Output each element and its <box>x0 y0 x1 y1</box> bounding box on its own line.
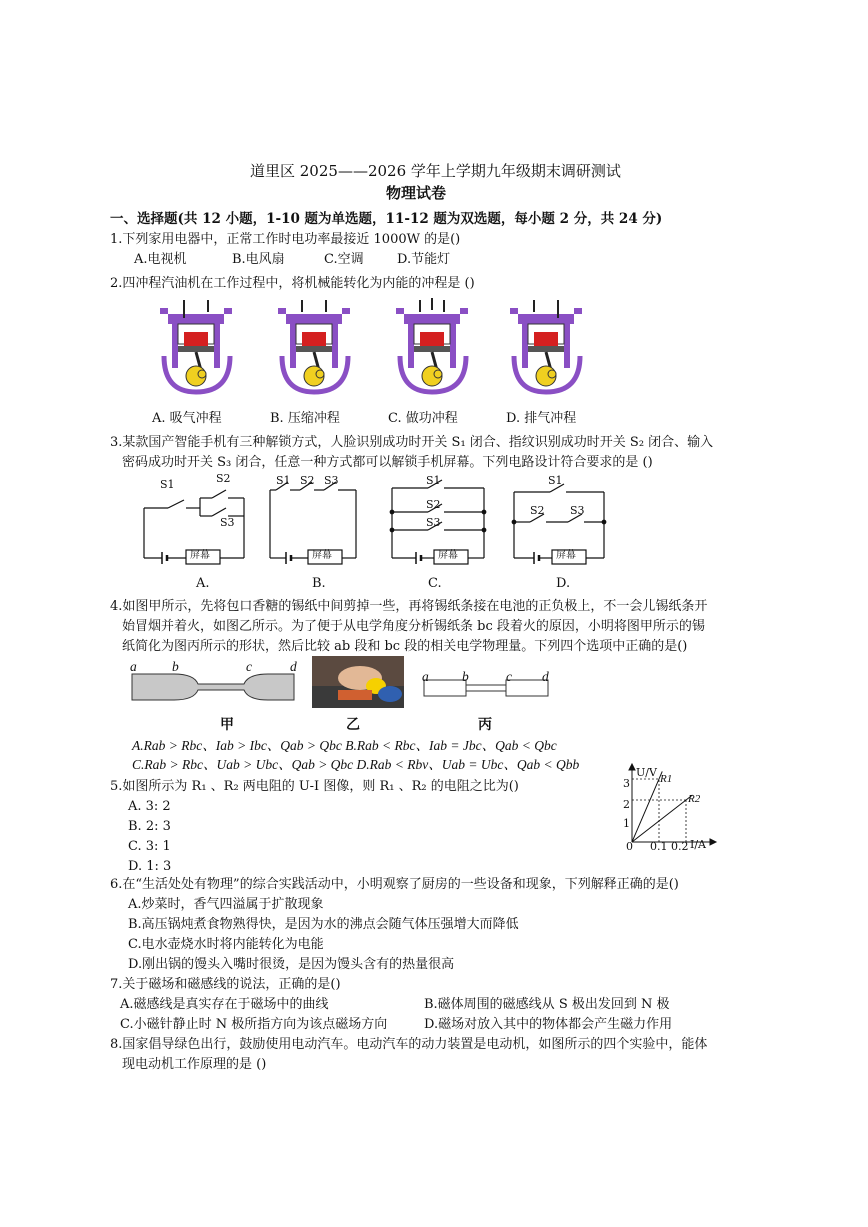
graph-ytick-1: 1 <box>623 817 630 830</box>
circuit-b-screen: 屏幕 <box>312 550 332 561</box>
q3-option-b: B. <box>312 576 326 591</box>
q6-option-c: C.电水壶烧水时将内能转化为电能 <box>128 937 324 952</box>
circuit-d-s2: S2 <box>530 504 545 517</box>
circuit-d-s3: S3 <box>570 504 585 517</box>
tinfoil-simplified-bing <box>424 680 548 696</box>
q4-stem-line3: 纸简化为图丙所示的形状，然后比较 ab 段和 bc 段的相关电学物理量。下列四个选项中正确的是() <box>122 639 688 654</box>
engine-fig-c <box>396 298 468 392</box>
engine-figures <box>150 296 630 401</box>
circuit-b-s2: S2 <box>300 474 315 487</box>
q5-option-b: B. 2: 3 <box>128 819 171 834</box>
q3-stem-line1: 3.某款国产智能手机有三种解锁方式，人脸识别成功时开关 S₁ 闭合、指纹识别成功时开关 S₂ 闭合、输入 <box>110 435 714 450</box>
engine-fig-d <box>510 300 582 392</box>
engine-fig-b <box>278 300 350 392</box>
q7-option-a: A.磁感线是真实存在于磁场中的曲线 <box>120 997 329 1012</box>
q2-option-d: D. 排气冲程 <box>506 411 577 426</box>
q4-options-ab: A.Rab > Rbc、Iab > Ibc、Qab > Qbc B.Rab < Rbc、Iab = Jbc、Qab < Qbc <box>132 738 557 753</box>
q7-stem: 7.关于磁场和磁感线的说法，正确的是() <box>110 977 341 992</box>
q6-option-a: A.炒菜时，香气四溢属于扩散现象 <box>128 897 324 912</box>
fig-label-jia: 甲 <box>220 717 234 733</box>
circuit-b-s3: S3 <box>324 474 339 487</box>
graph-ylabel: U/V <box>636 766 657 779</box>
exam-title: 道里区 2025——2026 学年上学期九年级期末调研测试 <box>250 162 621 180</box>
q5-option-c: C. 3: 1 <box>128 839 171 854</box>
circuit-c-s3: S3 <box>426 516 441 529</box>
q5-option-a: A. 3: 2 <box>128 799 171 814</box>
q2-stem: 2.四冲程汽油机在工作过程中，将机械能转化为内能的冲程是 () <box>110 276 475 291</box>
circuit-b-s1: S1 <box>276 474 291 487</box>
circuit-a-screen: 屏幕 <box>190 550 210 561</box>
q2-option-a: A. 吸气冲程 <box>152 411 222 426</box>
circuit-a-s2: S2 <box>216 472 231 485</box>
tinfoil-photo-yi <box>312 656 404 708</box>
circuit-c-s1: S1 <box>426 474 441 487</box>
q3-option-c: C. <box>428 576 442 591</box>
graph-ytick-2: 2 <box>623 798 630 811</box>
y-axis-arrow <box>629 764 635 770</box>
graph-line-r2 <box>632 795 692 842</box>
section-heading: 一、选择题(共 12 小题，1-10 题为单选题，11-12 题为双选题，每小题 2 分，共 24 分) <box>110 211 663 227</box>
bing-point-c: c <box>506 669 512 684</box>
graph-r1-label: R1 <box>660 773 673 785</box>
fig-label-yi: 乙 <box>346 717 360 733</box>
jia-point-d: d <box>290 659 297 674</box>
q2-option-c: C. 做功冲程 <box>388 411 458 426</box>
bing-point-d: d <box>542 669 549 684</box>
fig-label-bing: 丙 <box>478 717 492 733</box>
q7-option-c: C.小磁针静止时 N 极所指方向为该点磁场方向 <box>120 1017 388 1032</box>
graph-xlabel: I/A <box>690 838 706 851</box>
circuit-c-screen: 屏幕 <box>438 550 458 561</box>
q1-option-d: D.节能灯 <box>397 252 451 267</box>
graph-r2-label: R2 <box>688 793 701 805</box>
q8-stem-line1: 8.国家倡导绿色出行，鼓励使用电动汽车。电动汽车的动力装置是电动机，如图所示的四个实验中，能体 <box>110 1037 708 1052</box>
graph-xtick-02: 0.2 <box>671 840 689 853</box>
bing-point-b: b <box>462 669 469 684</box>
q6-option-b: B.高压锅炖煮食物熟得快，是因为水的沸点会随气体压强增大而降低 <box>128 917 519 932</box>
tinfoil-strip-jia <box>132 674 294 700</box>
q2-option-b: B. 压缩冲程 <box>270 411 340 426</box>
exam-subject: 物理试卷 <box>386 184 447 202</box>
jia-point-c: c <box>246 659 252 674</box>
graph-xtick-01: 0.1 <box>650 840 668 853</box>
q7-option-d: D.磁场对放入其中的物体都会产生磁力作用 <box>424 1017 673 1032</box>
circuit-a-s3: S3 <box>220 516 235 529</box>
q5-stem: 5.如图所示为 R₁ 、R₂ 两电阻的 U-I 图像，则 R₁ 、R₂ 的电阻之比为() <box>110 779 519 794</box>
q7-option-b: B.磁体周围的磁感线从 S 极出发回到 N 极 <box>424 997 670 1012</box>
engine-fig-a <box>160 300 232 392</box>
circuit-a-s1: S1 <box>160 478 175 491</box>
q8-stem-line2: 现电动机工作原理的是 () <box>122 1057 267 1072</box>
q3-stem-line2: 密码成功时开关 S₃ 闭合，任意一种方式都可以解锁手机屏幕。下列电路设计符合要求的是 () <box>122 455 653 470</box>
x-axis-arrow <box>710 839 716 845</box>
circuit-d-screen: 屏幕 <box>556 550 576 561</box>
bing-point-a: a <box>422 669 429 684</box>
jia-point-a: a <box>130 659 137 674</box>
tinfoil-figures <box>128 656 568 712</box>
q4-options-cd: C.Rab > Rbc、Uab > Ubc、Qab > Qbc D.Rab < Rbv、Uab = Ubc、Qab < Qbb <box>132 757 580 772</box>
q3-option-a: A. <box>196 576 210 591</box>
q1-option-a: A.电视机 <box>134 252 187 267</box>
jia-point-b: b <box>172 659 179 674</box>
q3-option-d: D. <box>556 576 571 591</box>
q1-stem: 1.下列家用电器中，正常工作时电功率最接近 1000W 的是() <box>110 232 461 247</box>
circuit-d-s1: S1 <box>548 474 563 487</box>
circuit-c-s2: S2 <box>426 498 441 511</box>
q6-option-d: D.刚出锅的馒头入嘴时很烫，是因为馒头含有的热量很高 <box>128 957 455 972</box>
q6-stem: 6.在“生活处处有物理”的综合实践活动中，小明观察了厨房的一些设备和现象，下列解释正确的是() <box>110 877 679 892</box>
graph-ytick-3: 3 <box>623 777 630 790</box>
graph-line-r1 <box>632 771 662 842</box>
q1-option-b: B.电风扇 <box>232 252 285 267</box>
q1-option-c: C.空调 <box>324 252 364 267</box>
graph-xtick-0: 0 <box>626 840 633 853</box>
q4-stem-line2: 始冒烟并着火，如图乙所示。为了便于从电学角度分析锡纸条 bc 段着火的原因，小明将图甲所示的锡 <box>122 619 705 634</box>
q5-option-d: D. 1: 3 <box>128 859 172 874</box>
q4-stem-line1: 4.如图甲所示，先将包口香糖的锡纸中间剪掉一些，再将锡纸条接在电池的正负极上，不一会儿锡纸条开 <box>110 599 708 614</box>
